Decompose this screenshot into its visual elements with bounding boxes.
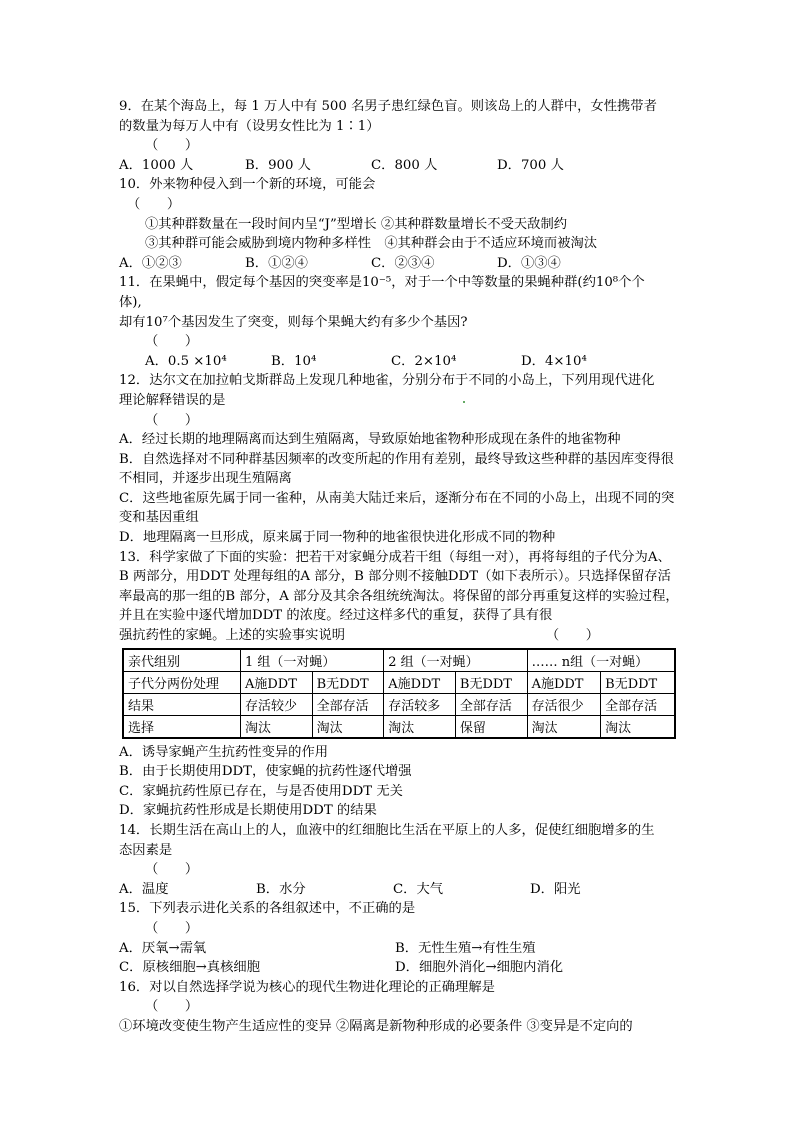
- table-row: [123, 671, 675, 693]
- answer-bracket: （ ）: [127, 196, 181, 212]
- table-header-cell: 亲代组别: [123, 649, 241, 672]
- question-13: [119, 548, 679, 821]
- q9-options: [119, 156, 679, 176]
- table-cell: 淘汰: [241, 715, 313, 738]
- table-header-cell: …… n组（一对蝇）: [527, 649, 675, 672]
- question-12: [119, 371, 679, 547]
- q10-stem: 10．外来物种侵入到一个新的环境，可能会: [119, 177, 376, 193]
- answer-bracket: （ ）: [145, 412, 199, 428]
- table-cell: 结果: [123, 693, 241, 715]
- table-row: [123, 693, 675, 715]
- option-d[interactable]: D．700 人: [497, 157, 564, 173]
- q13-stem: 13．科学家做了下面的实验：把若干对家蝇分成若干组（每组一对），再将每组的子代分为A、B 两部分，用DDT 处理每组的A 部分，B 部分则不接触DDT（如下表所示）。只选择保留存活率最高的那一组的B 部分，A 部分及其余各组统统淘汰。将保留的部分再重复这样的实验过程，并且在实验中逐代增加DDT 的浓度。经过这样多代的重复，获得了具有很: [119, 549, 679, 624]
- q11-stem-line3: 却有10⁷个基因发生了突变，则每个果蝇大约有多少个基因?: [119, 314, 468, 330]
- table-cell: B无DDT: [455, 671, 527, 693]
- q13-stem-tail: [119, 626, 679, 646]
- q16-items: ①环境改变使生物产生适应性的变异 ②隔离是新物种形成的必要条件 ③变异是不定向的: [119, 1018, 633, 1034]
- option-a[interactable]: A．厌氧→需氧: [119, 940, 207, 956]
- q14-options: [119, 880, 679, 900]
- table-cell: 淘汰: [384, 715, 456, 738]
- answer-bracket: （ ）: [145, 999, 199, 1015]
- question-15: [119, 899, 679, 977]
- answer-bracket: （ ）: [545, 628, 599, 644]
- table-cell: 全部存活: [312, 693, 384, 715]
- table-header-cell: 1 组（一对蝇）: [241, 649, 384, 672]
- q9-stem-line1: 9．在某个海岛上，每 1 万人中有 500 名男子患红绿色盲。则该岛上的人群中，女性携带者: [119, 99, 657, 114]
- table-header-row: [123, 649, 675, 672]
- option-b[interactable]: B．①②④: [245, 255, 308, 271]
- table-cell: B无DDT: [312, 671, 384, 693]
- question-9: [119, 97, 679, 175]
- q11-stem-line1: 11．在果蝇中，假定每个基因的突变率是10⁻⁵，对于一个中等数量的果蝇种群(约10⁸个个: [119, 275, 645, 291]
- table-cell: 淘汰: [312, 715, 384, 738]
- question-10: [119, 175, 679, 273]
- q12-stem-line2: 理论解释错误的是: [119, 392, 226, 408]
- option-c[interactable]: C．②③④: [371, 255, 435, 271]
- option-b[interactable]: B．900 人: [245, 157, 311, 173]
- table-cell: 淘汰: [601, 715, 675, 738]
- experiment-table: [122, 648, 676, 739]
- q10-items-line2: ③其种群可能会威胁到境内物种多样性 ④其种群会由于不适应环境而被淘汰: [145, 236, 598, 252]
- table-cell: 淘汰: [527, 715, 601, 738]
- table-cell: 存活较多: [384, 693, 456, 715]
- answer-bracket: （ ）: [145, 138, 199, 154]
- option-a[interactable]: A．诱导家蝇产生抗药性变异的作用: [119, 744, 329, 760]
- table-cell: 保留: [455, 715, 527, 738]
- table-cell: 全部存活: [455, 693, 527, 715]
- q14-stem-line1: 14．长期生活在高山上的人，血液中的红细胞比生活在平原上的人多，促使红细胞增多的生: [119, 823, 655, 838]
- question-11: [119, 273, 679, 371]
- q14-stem-line2: 态因素是: [119, 842, 173, 858]
- q15-options-row1: [119, 939, 679, 959]
- option-d[interactable]: D．①③④: [497, 255, 561, 271]
- option-d[interactable]: D．地理隔离一旦形成，原来属于同一物种的地雀很快进化形成不同的物种: [119, 530, 556, 546]
- table-cell: A施DDT: [241, 671, 313, 693]
- option-a[interactable]: A．经过长期的地理隔离而达到生殖隔离，导致原始地雀物种形成现在条件的地雀物种: [119, 432, 621, 448]
- option-d[interactable]: D．阳光: [530, 881, 581, 897]
- q13-stem-end: 强抗药性的家蝇。上述的实验事实说明: [119, 628, 346, 644]
- table-header-cell: 2 组（一对蝇）: [384, 649, 527, 672]
- table-cell: 存活较少: [241, 693, 313, 715]
- answer-bracket: （ ）: [145, 334, 199, 350]
- q12-stem-line1: 12．达尔文在加拉帕戈斯群岛上发现几种地雀，分别分布于不同的小岛上，下列用现代进化: [119, 373, 655, 389]
- q16-stem: 16．对以自然选择学说为核心的现代生物进化理论的正确理解是: [119, 979, 495, 995]
- option-b[interactable]: B．10⁴: [271, 353, 317, 369]
- table-cell: 选择: [123, 715, 241, 738]
- table-cell: B无DDT: [601, 671, 675, 693]
- option-b[interactable]: B．由于长期使用DDT，使家蝇的抗药性逐代增强: [119, 764, 412, 780]
- option-a[interactable]: A．0.5 ×10⁴: [145, 353, 227, 369]
- question-16: [119, 978, 679, 1037]
- table-row: [123, 715, 675, 738]
- q15-stem: 15．下列表示进化关系的各组叙述中，不正确的是: [119, 901, 416, 917]
- table-cell: 全部存活: [601, 693, 675, 715]
- option-c[interactable]: C．2×10⁴: [391, 353, 457, 369]
- option-b[interactable]: B．自然选择对不同种群基因频率的改变所起的作用有差别，最终导致这些种群的基因库变得很不相同，并逐步出现生殖隔离: [119, 451, 674, 487]
- option-a[interactable]: A．1000 人: [119, 157, 194, 173]
- table-cell: 存活很少: [527, 693, 601, 715]
- option-c[interactable]: C．原核细胞→真核细胞: [119, 960, 260, 976]
- question-14: [119, 821, 679, 899]
- option-a[interactable]: A．①②③: [119, 255, 182, 271]
- option-c[interactable]: C．800 人: [371, 157, 438, 173]
- option-d[interactable]: D．家蝇抗药性形成是长期使用DDT 的结果: [119, 803, 377, 819]
- q15-options-row2: [119, 958, 679, 978]
- table-cell: 子代分两份处理: [123, 671, 241, 693]
- option-d[interactable]: D．细胞外消化→细胞内消化: [395, 960, 564, 976]
- answer-bracket: （ ）: [145, 920, 199, 936]
- option-b[interactable]: B．无性生殖→有性生殖: [395, 940, 536, 956]
- table-cell: A施DDT: [384, 671, 456, 693]
- q11-options: [119, 352, 679, 372]
- q10-items-line1: ①其种群数量在一段时间内呈“J”型增长 ②其种群数量增长不受天敌制约: [145, 216, 568, 232]
- option-c[interactable]: C．这些地雀原先属于同一雀种，从南美大陆迁来后，逐渐分布在不同的小岛上，出现不同的突变和基因重组: [119, 490, 675, 526]
- q9-stem-line2: 的数量为每万人中有（设男女性比为 1∶1）: [119, 118, 380, 134]
- exam-page: [119, 97, 679, 1037]
- option-d[interactable]: D．4×10⁴: [521, 353, 587, 369]
- q10-options: [119, 254, 679, 274]
- answer-bracket: （ ）: [145, 862, 199, 878]
- option-b[interactable]: B．水分: [256, 881, 306, 897]
- q11-stem-line2: 体),: [119, 294, 142, 310]
- option-c[interactable]: C．家蝇抗药性原已存在，与是否使用DDT 无关: [119, 783, 403, 799]
- table-cell: A施DDT: [527, 671, 601, 693]
- option-c[interactable]: C．大气: [393, 881, 444, 897]
- option-a[interactable]: A．温度: [119, 881, 169, 897]
